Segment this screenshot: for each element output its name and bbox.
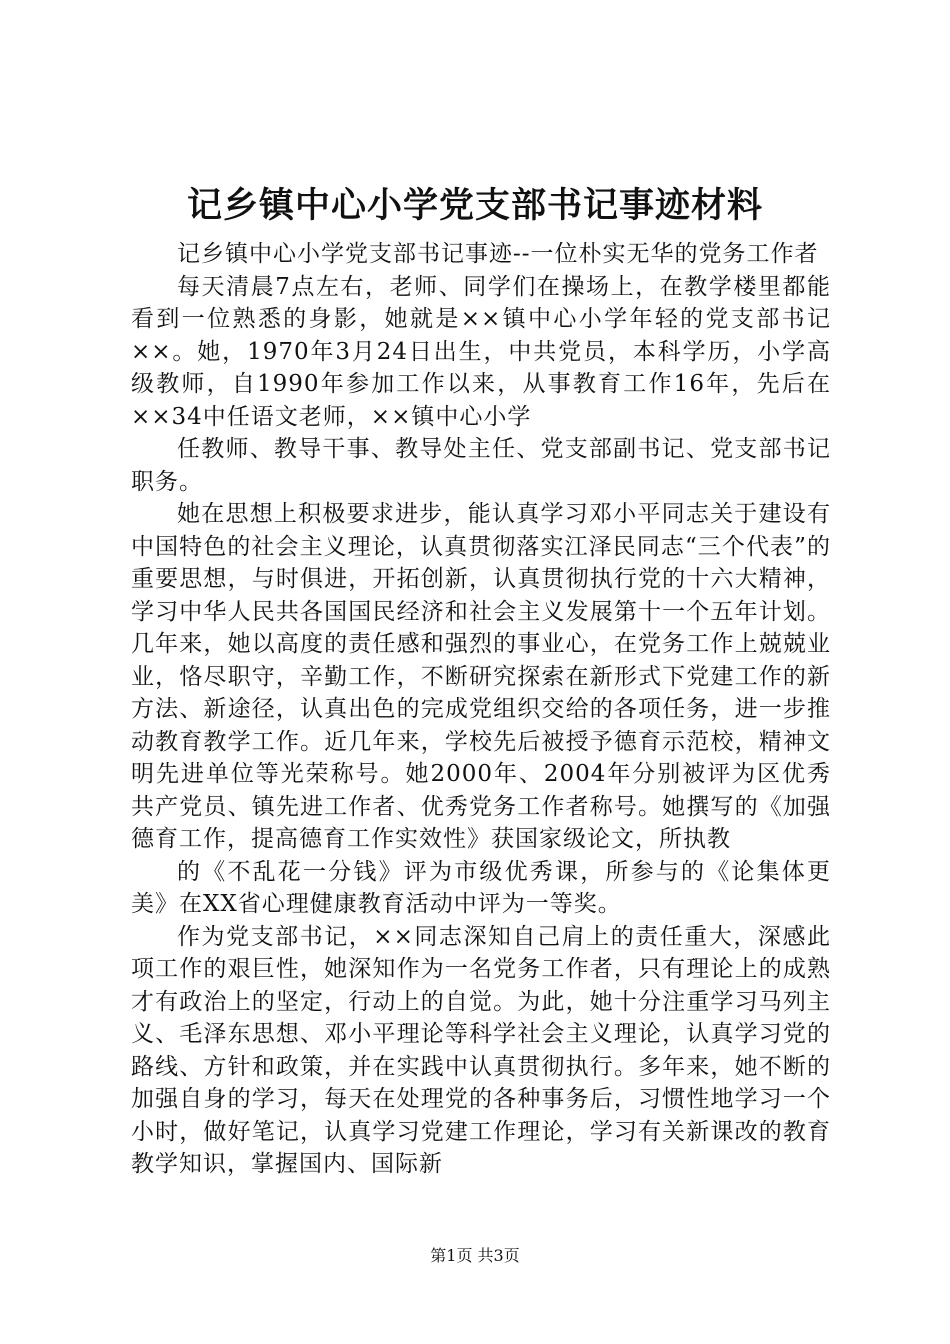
document-title: 记乡镇中心小学党支部书记事迹材料 <box>186 185 763 226</box>
page-number-footer: 第1页 共3页 <box>430 1246 520 1265</box>
paragraph-intro: 每天清晨7点左右，老师、同学们在操场上，在教学楼里都能看到一位熟悉的身影，她就是××镇中心小学年轻的党支部书记××。她，1970年3月24日出生，中共党员，本科学历，小学高级教师，自1990年参加工作以来，从事教育工作16年，先后在××34中任语文老师，××镇中心小学 <box>131 273 831 430</box>
document-body <box>131 238 831 1181</box>
paragraph-study: 作为党支部书记，××同志深知自己肩上的责任重大，深感此项工作的艰巨性，她深知作为一名党务工作者，只有理论上的成熟才有政治上的坚定，行动上的自觉。为此，她十分注重学习马列主义、毛泽东思想、邓小平理论等科学社会主义理论，认真学习党的路线、方针和政策，并在实践中认真贯彻执行。多年来，她不断的加强自身的学习，每天在处理党的各种事务后，习惯性地学习一个小时，做好笔记，认真学习党建工作理论，学习有关新课改的教育教学知识，掌握国内、国际新 <box>131 923 831 1177</box>
paragraph-awards: 的《不乱花一分钱》评为市级优秀课，所参与的《论集体更美》在XX省心理健康教育活动中评为一等奖。 <box>131 858 831 917</box>
paragraph-ideology: 她在思想上积极要求进步，能认真学习邓小平同志关于建设有中国特色的社会主义理论，认真贯彻落实江泽民同志“三个代表”的重要思想，与时俱进，开拓创新，认真贯彻执行党的十六大精神，学习中华人民共各国国民经济和社会主义发展第十一个五年计划。几年来，她以高度的责任感和强烈的事业心，在党务工作上兢兢业业，恪尽职守，辛勤工作，不断研究探索在新形式下党建工作的新方法、新途径，认真出色的完成党组织交给的各项任务，进一步推动教育教学工作。近几年来，学校先后被授予德育示范校，精神文明先进单位等光荣称号。她2000年、2004年分别被评为区优秀共产党员、镇先进工作者、优秀党务工作者称号。她撰写的《加强德育工作，提高德育工作实效性》获国家级论文，所执教 <box>131 501 831 852</box>
paragraph-subtitle: 记乡镇中心小学党支部书记事迹--一位朴实无华的党务工作者 <box>177 241 819 267</box>
paragraph-positions: 任教师、教导干事、教导处主任、党支部副书记、党支部书记职务。 <box>131 436 831 495</box>
